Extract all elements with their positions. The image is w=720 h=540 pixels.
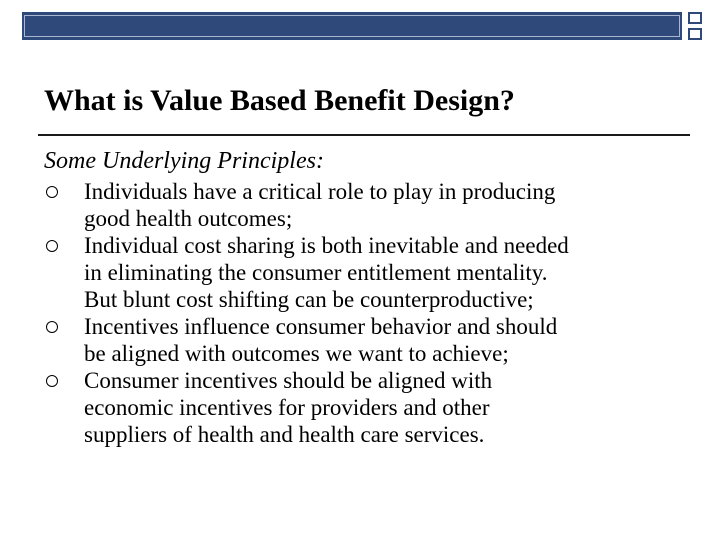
bullet-text: Individuals have a critical role to play in producing good health outcomes; — [84, 179, 556, 231]
bullet-text: Individual cost sharing is both inevitable and needed in eliminating the consumer entitlement mentality. But blunt cost shifting can be counterproductive; — [84, 233, 569, 312]
top-bar-inner-border — [24, 15, 680, 37]
bullet-list — [44, 178, 694, 448]
bullet-text: Incentives influence consumer behavior and should be aligned with outcomes we want to achieve; — [84, 314, 558, 366]
list-item — [44, 367, 694, 448]
hollow-circle-icon — [46, 375, 58, 387]
corner-square-icon — [688, 12, 702, 24]
slide-title: What is Value Based Benefit Design? — [44, 84, 515, 117]
bullet-text: Consumer incentives should be aligned with economic incentives for providers and other suppliers of health and health care services. — [84, 368, 493, 447]
list-item — [44, 232, 694, 313]
list-item — [44, 313, 694, 367]
slide-subtitle: Some Underlying Principles: — [44, 148, 324, 174]
corner-square-icon — [688, 28, 702, 40]
hollow-circle-icon — [46, 321, 58, 333]
list-item — [44, 178, 694, 232]
decorative-top-bar — [22, 12, 682, 40]
title-divider — [38, 134, 690, 136]
hollow-circle-icon — [46, 186, 58, 198]
hollow-circle-icon — [46, 240, 58, 252]
